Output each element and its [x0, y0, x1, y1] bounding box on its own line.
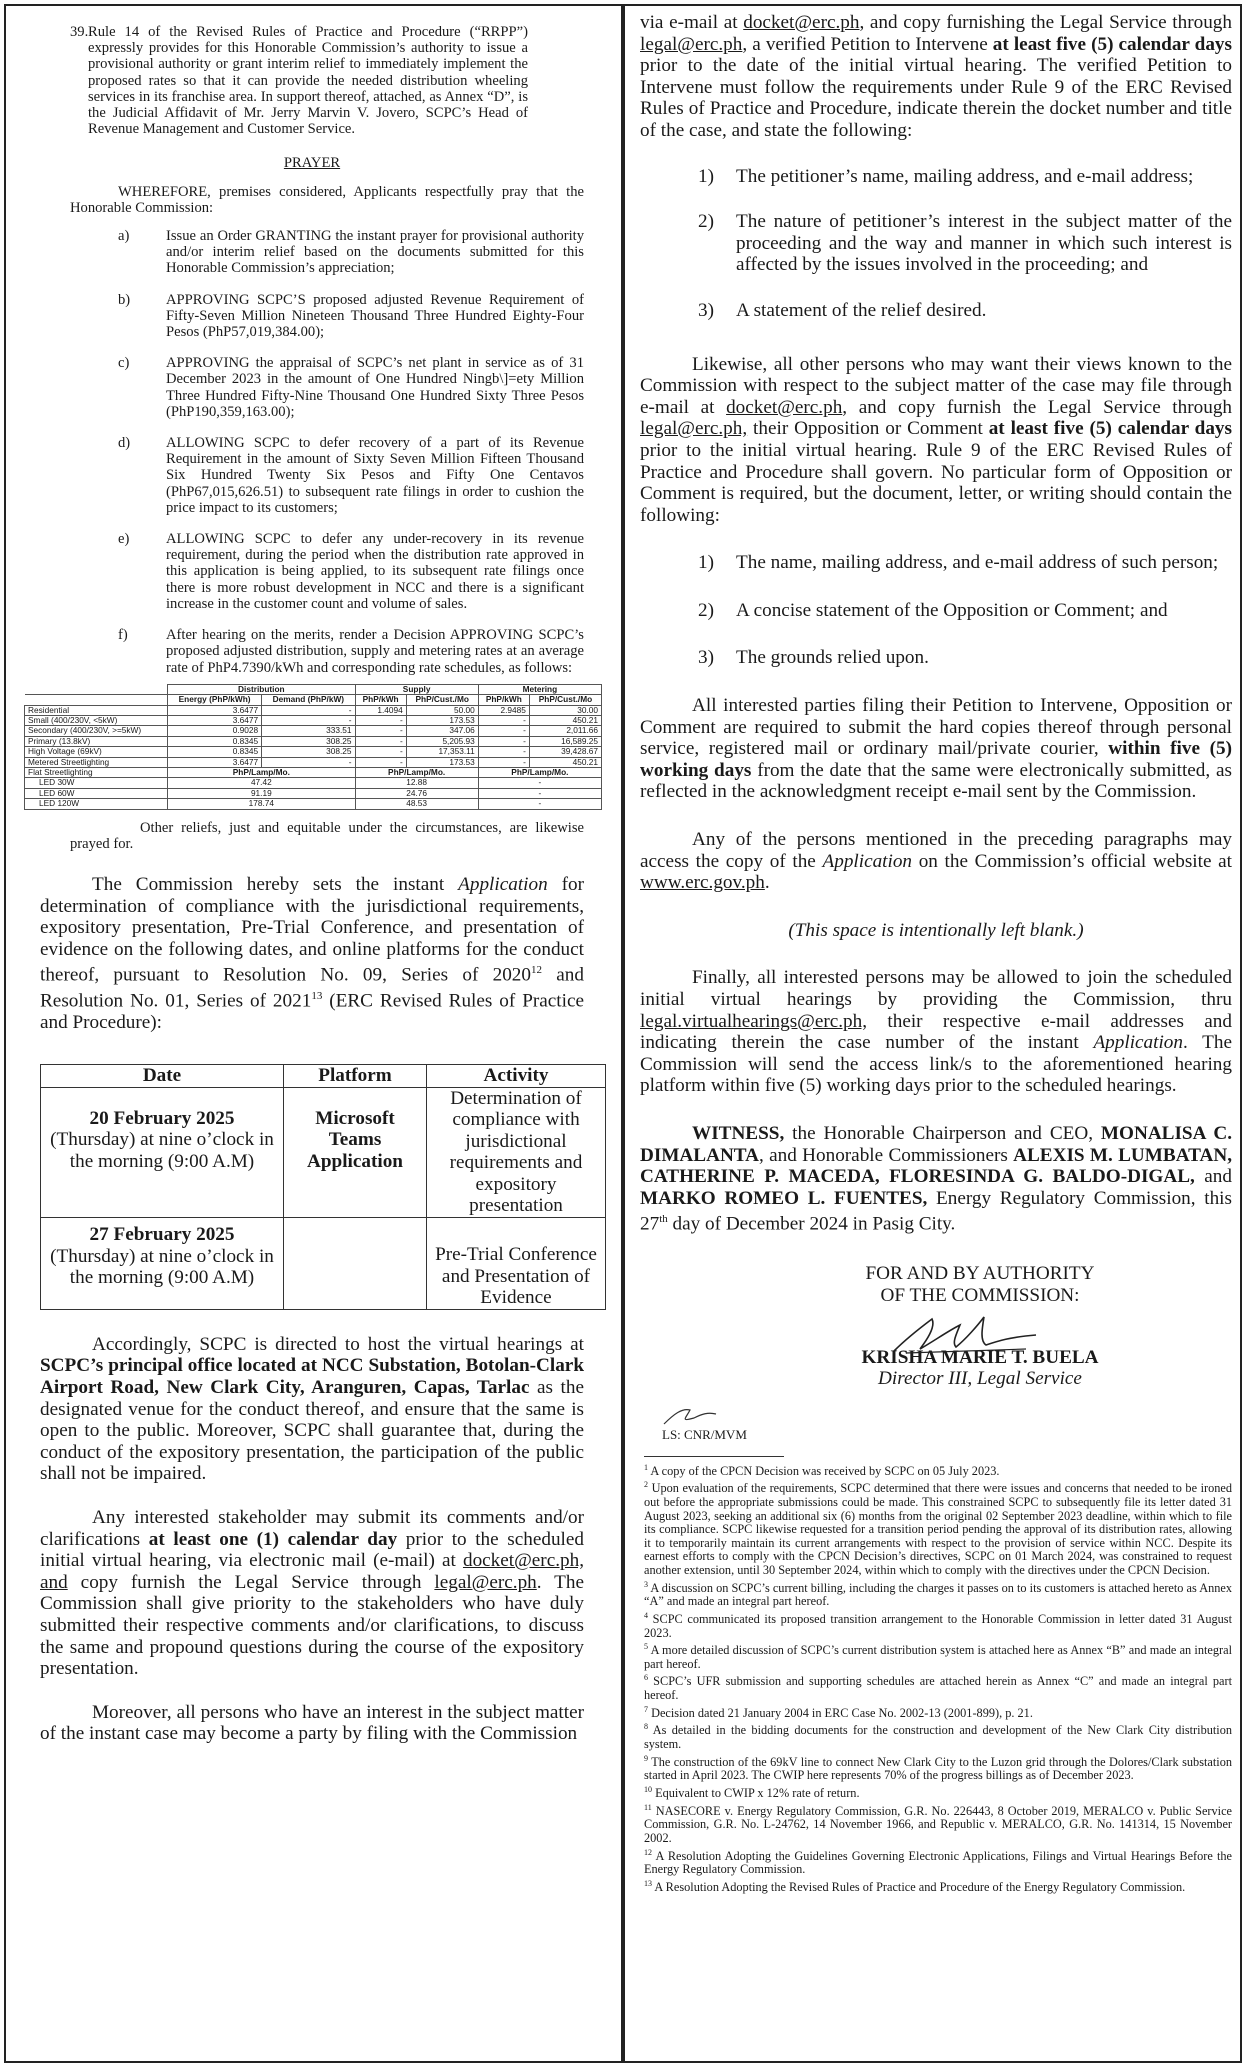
rate-row: [25, 726, 602, 736]
schedule-date-cell: [41, 1087, 284, 1218]
rate-value: 2,011.66: [529, 726, 601, 736]
likewise-text: , and copy furnish the Legal Service through: [842, 396, 1232, 418]
witness-text: day of December 2024 in Pasig City.: [667, 1213, 956, 1235]
rate-value: 50.00: [406, 705, 478, 715]
rate-group-header: Distribution: [168, 684, 355, 694]
hardcopy-text: All interested parties filing their Petition to Intervene, Opposition or Comment are required to submit the hard copies thereof through personal service, registered mail or ordinary mail/private courier,: [640, 695, 1232, 760]
signatory-name: KRISHA MARIE T. BUELA: [861, 1346, 1099, 1368]
rate-group-header-row: [25, 684, 602, 694]
footnote-text: SCPC’s UFR submission and supporting schedules are attached herein as Annex “C” and made an integral part hereof.: [644, 1674, 1232, 1703]
footnote: [644, 1877, 1232, 1895]
petition-item-text: A statement of the relief desired.: [736, 299, 987, 321]
rate-value: -: [355, 736, 406, 746]
footnote-number: 12: [644, 1847, 652, 1857]
rate-class-label: Small (400/230V, <5kW): [25, 715, 168, 725]
rate-value: 347.06: [406, 726, 478, 736]
stakeholder-text: copy furnish the Legal Service through: [67, 1571, 435, 1593]
opposition-item-text: The name, mailing address, and e-mail address of such person;: [736, 552, 1219, 574]
prayer-item: [18, 531, 606, 612]
right-column: [640, 12, 1232, 2057]
rate-sub-header: PhP/kWh: [478, 695, 529, 705]
rate-sub-header: Energy (PhP/kWh): [168, 695, 262, 705]
footnote-text: The construction of the 69kV line to connect New Clark City to the Luzon grid through the Dolores/Clark substation started in April 2023. The CWIP here represents 70% of the progress billings as of December 2023.: [644, 1754, 1232, 1783]
rate-row: [25, 705, 602, 715]
footnote-number: 10: [644, 1785, 652, 1795]
legal-email-link[interactable]: legal@erc.ph: [640, 33, 743, 55]
rate-sub-header: PhP/kWh: [355, 695, 406, 705]
rate-value: 2.9485: [478, 705, 529, 715]
lamp-rate-value: 12.88: [355, 778, 478, 788]
access-text: on the Commission’s official website at: [912, 850, 1232, 872]
flat-header-cell: PhP/Lamp/Mo.: [355, 767, 478, 777]
lamp-rate-value: 24.76: [355, 788, 478, 798]
access-text: .: [764, 872, 770, 894]
schedule-header-row: [41, 1064, 606, 1087]
flat-header-cell: PhP/Lamp/Mo.: [478, 767, 601, 777]
prayer-item-text: Issue an Order GRANTING the instant prayer for provisional authority and/or interim relief based on the documents submitted for this Honorable Commission’s appreciation;: [166, 228, 584, 277]
petition-item: [640, 211, 1232, 276]
petition-item-text: The nature of petitioner’s interest in the subject matter of the proceeding and the way and manner in which such interest is affected by the issues involved in the proceeding; and: [736, 211, 1232, 276]
witness-text: Energy Regulatory Commission, this 27: [640, 1187, 1232, 1235]
flat-rate-row: [25, 778, 602, 788]
footnote-text: A more detailed discussion of SCPC’s current distribution system is attached here as Annex “B” and made an integral part hereof.: [644, 1643, 1232, 1671]
opposition-item-text: The grounds relied upon.: [736, 647, 929, 669]
prayer-item-label: b): [118, 291, 131, 308]
schedule-date: 27 February 2025: [89, 1224, 235, 1246]
prayer-item-text: APPROVING the appraisal of SCPC’s net plant in service as of 31 December 2023 in the amount of One Hundred Ningb\]=ety Million Three Hundred Fifty-Nine Thousand One Hundred Sixty Three Pesos (PhP190,359,163.00);: [166, 355, 584, 420]
rate-corner-cell: [25, 695, 168, 705]
finally-text: . The Commission will send the access link/s to the aforementioned hearing platform within five (5) working days prior to the scheduled hearings.: [640, 1032, 1232, 1097]
finally-text: their respective e-mail addresses and indicating therein the case number of the instant: [640, 1010, 1232, 1054]
left-column: [18, 12, 606, 2057]
witness-text: , and Honorable Commissioners: [759, 1144, 1014, 1166]
rate-value: 3.6477: [168, 757, 262, 767]
rate-value: 173.53: [406, 715, 478, 725]
schedule-date-cell: [41, 1218, 284, 1310]
opposition-requirements-list: [640, 552, 1232, 669]
schedule-activity: Determination of compliance with jurisdictional requirements and expository presentation: [427, 1087, 606, 1218]
prayer-item-text: ALLOWING SCPC to defer any under-recovery in its revenue requirement, during the period when the distribution rate approved in this application is being applied, to its subsequent rate filings once there is more robust development in NCC and there is a significant increase in the customer count and volume of sales.: [166, 531, 584, 612]
witness-bold: MONALISA C. DIMALANTA: [640, 1122, 1232, 1166]
rate-class-label: Residential: [25, 705, 168, 715]
prayer-item: [18, 292, 606, 341]
intervene-text: , a verified Petition to Intervene: [742, 33, 993, 55]
blank-space-note: (This space is intentionally left blank.): [788, 919, 1084, 941]
intervene-text: via e-mail at: [640, 12, 744, 33]
rate-value: 16,589.25: [529, 736, 601, 746]
footnote: [644, 1478, 1232, 1577]
witness-paragraph: [640, 1123, 1232, 1235]
footnote-text: Upon evaluation of the requirements, SCPC determined that there were issues and concerns that needed to be ironed out before the appropriate submissions could be made. This constrained SCPC to subsequently file its letter dated 31 August 2023, seeking an additional six (6) months from the original 02 September 2023 deadline, within which to file its compliance. SCPC likewise requested for a transition period pending the approval of its distribution rates, allowing it to temporarily maintain its current arrangements with respect to the provision of service within NCC. Despite its earnest efforts to comply with the CPCN Decision’s directives, SCPC on 01 March 2024, was constrained to request another extension, until 30 September 2024, within which to comply with the directives under the CPCN Decision.: [644, 1481, 1232, 1578]
column-divider: [621, 6, 625, 2061]
rate-value: -: [262, 705, 355, 715]
flat-header-cell: PhP/Lamp/Mo.: [168, 767, 355, 777]
legal-service-initials: LS: CNR/MVM: [662, 1426, 747, 1442]
prayer-item: [18, 627, 606, 676]
rate-value: 308.25: [262, 736, 355, 746]
footnote: [644, 1578, 1232, 1609]
prayer-item-text: APPROVING SCPC’S proposed adjusted Revenue Requirement of Fifty-Seven Million Nineteen Thousand Three Hundred Eighty-Four Pesos (PhP57,019,384.00);: [166, 291, 584, 341]
rate-value: 0.9028: [168, 726, 262, 736]
petition-requirements-list: [640, 166, 1232, 322]
hardcopy-text: from the date that the same were electronically submitted, as reflected in the acknowledgment receipt e-mail sent by the Commission.: [640, 759, 1232, 803]
rate-value: 17,353.11: [406, 747, 478, 757]
footnote-text: A discussion on SCPC’s current billing, including the charges it passes on to its customers is attached hereto as Annex “A” and made an integral part hereof.: [644, 1580, 1232, 1609]
intervene-text: prior to the date of the initial virtual hearing. The verified Petition to Intervene must follow the requirements under Rule 9 of the ERC Revised Rules of Practice and Procedure, indicate therein the docket number and title of the case, and state the following:: [640, 55, 1232, 141]
schedule-header: Activity: [427, 1064, 606, 1087]
rate-value: 173.53: [406, 757, 478, 767]
prayer-item-label: d): [118, 435, 131, 452]
finally-text: Finally, all interested persons may be allowed to join the scheduled initial virtual hearings by providing the Commission, thru: [640, 967, 1232, 1010]
rate-row: [25, 715, 602, 725]
lamp-rate-value: 91.19: [168, 788, 355, 798]
lamp-label: LED 30W: [25, 778, 168, 788]
rate-class-label: Secondary (400/230V, >=5kW): [25, 726, 168, 736]
erc-website-link[interactable]: www.erc.gov.ph: [640, 872, 765, 894]
lamp-label: LED 120W: [25, 799, 168, 809]
likewise-text: prior to the initial virtual hearing. Rule 9 of the ERC Revised Rules of Practice and Procedure shall govern. No particular form of Opposition or Comment is required, but the document, letter, or writing should contain the following:: [640, 439, 1232, 526]
signature-block: [830, 1263, 1130, 1389]
rate-value: 450.21: [529, 757, 601, 767]
petition-item-text: The petitioner’s name, mailing address, and e-mail address;: [736, 165, 1194, 187]
opposition-item: [640, 600, 1232, 622]
footnote: [644, 1801, 1232, 1846]
access-italic: Application: [822, 850, 913, 872]
prayer-item: [18, 355, 606, 420]
stakeholder-paragraph: [40, 1507, 584, 1680]
footnote-text: A Resolution Adopting the Revised Rules of Practice and Procedure of the Energy Regulatory Commission.: [654, 1879, 1186, 1894]
petition-item-label: 1): [698, 165, 714, 187]
opposition-item-text: A concise statement of the Opposition or Comment; and: [736, 599, 1168, 621]
rate-sub-header: PhP/Cust./Mo: [406, 695, 478, 705]
footnote-number: 3: [644, 1579, 648, 1589]
rate-group-header: Supply: [355, 684, 478, 694]
hardcopy-paragraph: [640, 695, 1232, 803]
lamp-rate-value: 47.42: [168, 778, 355, 788]
petition-item: [640, 166, 1232, 188]
schedule-platform-empty: [284, 1218, 427, 1310]
rate-value: 333.51: [262, 726, 355, 736]
venue-section: [40, 1334, 584, 1745]
rate-value: 30.00: [529, 705, 601, 715]
signatory-title: Director III, Legal Service: [878, 1368, 1082, 1390]
footnote-text: Decision dated 21 January 2004 in ERC Case No. 2002-13 (2001-899), p. 21.: [651, 1705, 1033, 1720]
prayer-intro: WHEREFORE, premises considered, Applicants respectfully pray that the Honorable Commission:: [70, 183, 584, 216]
opposition-item-label: 2): [698, 599, 714, 621]
schedule-row: [41, 1087, 606, 1218]
rate-value: -: [478, 736, 529, 746]
schedule-activity: Pre-Trial Conference and Presentation of Evidence: [427, 1218, 606, 1310]
hearing-text: and Resolution No. 01, Series of 2021: [40, 964, 584, 1012]
intervene-bold: at least five (5) calendar days: [992, 33, 1232, 55]
footnote-number: 9: [644, 1753, 648, 1763]
rate-value: 5,205.93: [406, 736, 478, 746]
rate-value: 0.8345: [168, 736, 262, 746]
likewise-paragraph: [640, 354, 1232, 527]
footnote: [644, 1846, 1232, 1877]
lamp-rate-value: 48.53: [355, 799, 478, 809]
petition-item-label: 2): [698, 211, 714, 233]
venue-text: as the designated venue for the conduct thereof, and ensure that the same is open to the public. Moreover, SCPC shall guarantee that, during the conduct of the expository presentation, the participation of the public shall not be impaired.: [40, 1377, 584, 1485]
rate-value: -: [355, 726, 406, 736]
docket-email-link[interactable]: docket@erc.ph: [743, 12, 860, 33]
footnote: [644, 1703, 1232, 1721]
flat-rate-row: [25, 788, 602, 798]
finally-paragraph: [640, 967, 1232, 1097]
access-text: Any of the persons mentioned in the preceding paragraphs may access the copy of the: [640, 829, 1232, 872]
other-reliefs: Other reliefs, just and equitable under the circumstances, are likewise prayed for.: [70, 819, 584, 852]
rate-value: 3.6477: [168, 705, 262, 715]
opposition-item: [640, 647, 1232, 669]
prayer-item-label: e): [118, 531, 130, 548]
footnote: [644, 1609, 1232, 1640]
footnote-number: 11: [644, 1802, 652, 1812]
hearing-text: The Commission hereby sets the instant: [92, 873, 459, 895]
footnote-number: 6: [644, 1673, 648, 1683]
prayer-list: [18, 228, 606, 676]
footnote-text: Equivalent to CWIP x 12% rate of return.: [655, 1786, 860, 1801]
petition-item: [640, 300, 1232, 322]
hearing-text: for determination of compliance with the jurisdictional requirements, expository presentation, Pre-Trial Conference, and presentation of evidence on the following dates, and online platforms for the conduct thereof, pursuant to Resolution No. 09, Series of 2020: [40, 873, 584, 986]
likewise-text: their Opposition or Comment: [747, 418, 989, 440]
lamp-rate-value: 178.74: [168, 799, 355, 809]
signature-scribble-icon: [886, 1311, 1046, 1357]
rate-schedule-table: [24, 684, 602, 810]
docket-email-link[interactable]: docket@erc.ph, and: [40, 1550, 584, 1593]
lamp-label: LED 60W: [25, 788, 168, 798]
hardcopy-bold: within five (5) working days: [640, 738, 1232, 781]
rate-sub-header: PhP/Cust./Mo: [529, 695, 601, 705]
opposition-item: [640, 552, 1232, 574]
venue-text: Accordingly, SCPC is directed to host the virtual hearings at: [92, 1333, 584, 1355]
hearing-application-italic: Application: [458, 873, 548, 895]
stakeholder-text: Any interested stakeholder may submit its comments and/or clarifications: [40, 1507, 584, 1550]
rate-class-label: High Voltage (69kV): [25, 747, 168, 757]
initials-area: [640, 1404, 1232, 1448]
authority-line: OF THE COMMISSION:: [880, 1284, 1080, 1306]
footnote: [644, 1752, 1232, 1783]
venue-paragraph: [40, 1334, 584, 1485]
footnote-text: As detailed in the bidding documents for the construction and development of the New Clark City distribution system.: [644, 1723, 1232, 1752]
virtual-hearings-email-link[interactable]: legal.virtualhearings@erc.ph,: [640, 1010, 868, 1032]
prayer-item-text: After hearing on the merits, render a Decision APPROVING SCPC’s proposed adjusted distribution, supply and metering rates at an average rate of PhP4.7390/kWh and corresponding rate schedules, as follows:: [166, 627, 584, 676]
footnote-number: 8: [644, 1722, 648, 1732]
footnote-text: A Resolution Adopting the Guidelines Governing Electronic Applications, Filings and Virtual Hearings Before the Energy Regulatory Commission.: [644, 1848, 1232, 1877]
flat-rate-row: [25, 799, 602, 809]
opposition-item-label: 1): [698, 552, 714, 574]
rate-value: -: [478, 715, 529, 725]
rate-value: -: [355, 757, 406, 767]
witness-bold: MARKO ROMEO L. FUENTES,: [640, 1187, 928, 1209]
flat-streetlighting-header-row: [25, 767, 602, 777]
rate-value: 3.6477: [168, 715, 262, 725]
stakeholder-text: . The Commission shall give priority to the stakeholders who have duly submitted their respective comments and/or clarifications, to discuss the same and propound questions during the course of the expository presentation.: [40, 1571, 584, 1680]
docket-email-link[interactable]: docket@erc.ph: [726, 396, 843, 418]
footnote-text: SCPC communicated its proposed transition arrangement to the Honorable Commission in letter dated 31 August 2023.: [644, 1612, 1232, 1640]
authority-line: FOR AND BY AUTHORITY: [865, 1263, 1095, 1285]
rate-value: 1.4094: [355, 705, 406, 715]
lamp-rate-value: -: [478, 778, 601, 788]
venue-bold: SCPC’s principal office located at NCC Substation, Botolan-Clark Airport Road, New Clark City, Aranguren, Capas, Tarlac: [40, 1355, 584, 1399]
legal-email-link[interactable]: legal@erc.ph,: [640, 418, 748, 440]
footnote-number: 4: [644, 1610, 648, 1620]
rate-sub-header: Demand (PhP/kW): [262, 695, 355, 705]
witness-bold: WITNESS,: [692, 1122, 785, 1144]
rate-class-label: Primary (13.8kV): [25, 736, 168, 746]
hearing-paragraph: [40, 874, 584, 1034]
intervene-paragraph: [640, 12, 1232, 142]
flat-header-cell: Flat Streetlighting: [25, 767, 168, 777]
schedule-date: 20 February 2025: [89, 1107, 235, 1129]
footnote-number: 7: [644, 1704, 648, 1714]
footnote-text: A copy of the CPCN Decision was received by SCPC on 05 July 2023.: [650, 1463, 1000, 1478]
paragraph-number: 39.: [70, 24, 89, 40]
rate-value: -: [478, 726, 529, 736]
legal-email-link[interactable]: legal@erc.ph: [434, 1571, 537, 1593]
schedule-time: (Thursday) at nine o’clock in the morning (9:00 A.M): [50, 1129, 274, 1172]
rate-group-header: Metering: [478, 684, 601, 694]
hearing-section: [40, 874, 584, 1034]
footnote: [644, 1671, 1232, 1702]
stakeholder-bold: at least one (1) calendar day: [148, 1528, 398, 1550]
footnote: [644, 1461, 1232, 1479]
rate-corner-cell: [25, 684, 168, 694]
witness-text: and: [1194, 1166, 1232, 1188]
prayer-item-label: c): [118, 355, 130, 372]
likewise-text: Likewise, all other persons who may want their views known to the Commission with respect to the subject matter of the case may file through e-mail at: [640, 353, 1232, 418]
prayer-item-label: f): [118, 627, 128, 644]
hearing-text: (ERC Revised Rules of Practice and Procedure):: [40, 990, 584, 1034]
signature-area: [830, 1307, 1130, 1347]
footnote-number: 13: [644, 1878, 652, 1888]
rate-value: -: [355, 715, 406, 725]
prayer-item: [18, 228, 606, 277]
rate-value: -: [262, 757, 355, 767]
rate-value: -: [355, 747, 406, 757]
rate-row: [25, 757, 602, 767]
rate-class-label: Metered Streetlighting: [25, 757, 168, 767]
footnote-rule: [644, 1456, 784, 1457]
schedule-platform: Microsoft Teams Application: [284, 1087, 427, 1218]
lamp-rate-value: -: [478, 799, 601, 809]
schedule-row: [41, 1218, 606, 1310]
likewise-bold: at least five (5) calendar days: [988, 418, 1232, 440]
rate-value: 0.8345: [168, 747, 262, 757]
footnote: [644, 1783, 1232, 1801]
paragraph-39: [18, 24, 606, 137]
witness-bold: ALEXIS M. LUMBATAN, CATHERINE P. MACEDA, FLORESINDA G. BALDO-DIGAL,: [640, 1144, 1232, 1188]
prayer-heading: PRAYER: [283, 155, 341, 172]
rate-value: 450.21: [529, 715, 601, 725]
footnote: [644, 1640, 1232, 1671]
footnote-ref: 13: [311, 990, 323, 1003]
rate-row: [25, 747, 602, 757]
footnote-number: 5: [644, 1642, 648, 1652]
prayer-item-text: ALLOWING SCPC to defer recovery of a part of its Revenue Requirement in the amount of Sixty Seven Million Fifteen Thousand Six Hundred Twenty Six Pesos and Fifty One Centavos (PhP67,015,626.51) to subsequent rate filings in order to cushion the price impact to its customers;: [166, 435, 584, 516]
rate-value: -: [478, 747, 529, 757]
intervene-text: , and copy furnishing the Legal Service through: [859, 12, 1232, 33]
prayer-item: [18, 435, 606, 516]
rate-value: 39,428.67: [529, 747, 601, 757]
rate-value: -: [478, 757, 529, 767]
footnotes: [640, 1461, 1232, 1895]
footnote-ref: 12: [531, 964, 542, 977]
schedule-header: Platform: [284, 1064, 427, 1087]
access-paragraph: [640, 829, 1232, 894]
moreover-paragraph: Moreover, all persons who have an interest in the subject matter of the instant case may become a party by filing with the Commission: [40, 1701, 584, 1745]
stakeholder-text: prior to the scheduled initial virtual hearing, via electronic mail (e-mail) at: [40, 1528, 584, 1572]
schedule-header: Date: [41, 1064, 284, 1087]
witness-superscript: th: [659, 1213, 668, 1226]
hearing-schedule-table: [40, 1064, 606, 1310]
opposition-item-label: 3): [698, 647, 714, 669]
rate-sub-header-row: [25, 695, 602, 705]
paragraph-text: Rule 14 of the Revised Rules of Practice and Procedure (“RRPP”) expressly provides for this Honorable Commission’s authority to issue a provisional authority or grant interim relief to immediately implement the proposed rates so that it can provide the needed distribution wheeling services in its franchise area. In support thereof, attached, as Annex “D”, is the Judicial Affidavit of Mr. Jerry Marvin V. Jovero, SCPC’s Head of Revenue Management and Customer Service.: [88, 24, 528, 138]
lamp-rate-value: -: [478, 788, 601, 798]
rate-table-body: [25, 705, 602, 809]
schedule-time: (Thursday) at nine o’clock in the morning (9:00 A.M): [50, 1245, 274, 1289]
footnote-number: 1: [644, 1462, 648, 1472]
footnote-number: 2: [644, 1480, 648, 1490]
rate-row: [25, 736, 602, 746]
finally-italic: Application: [1093, 1032, 1183, 1054]
petition-item-label: 3): [698, 299, 714, 321]
rate-value: -: [262, 715, 355, 725]
rate-value: 308.25: [262, 747, 355, 757]
footnote-text: NASECORE v. Energy Regulatory Commission, G.R. No. 226443, 8 October 2019, MERALCO v. Public Service Commission, G.R. No. L-24762, 14 November 1966, and Republic v. MERALCO, G.R. No. 141314, 15 November 2002.: [644, 1803, 1232, 1845]
witness-text: the Honorable Chairperson and CEO,: [784, 1122, 1101, 1144]
prayer-item-label: a): [118, 228, 130, 245]
footnote: [644, 1720, 1232, 1751]
